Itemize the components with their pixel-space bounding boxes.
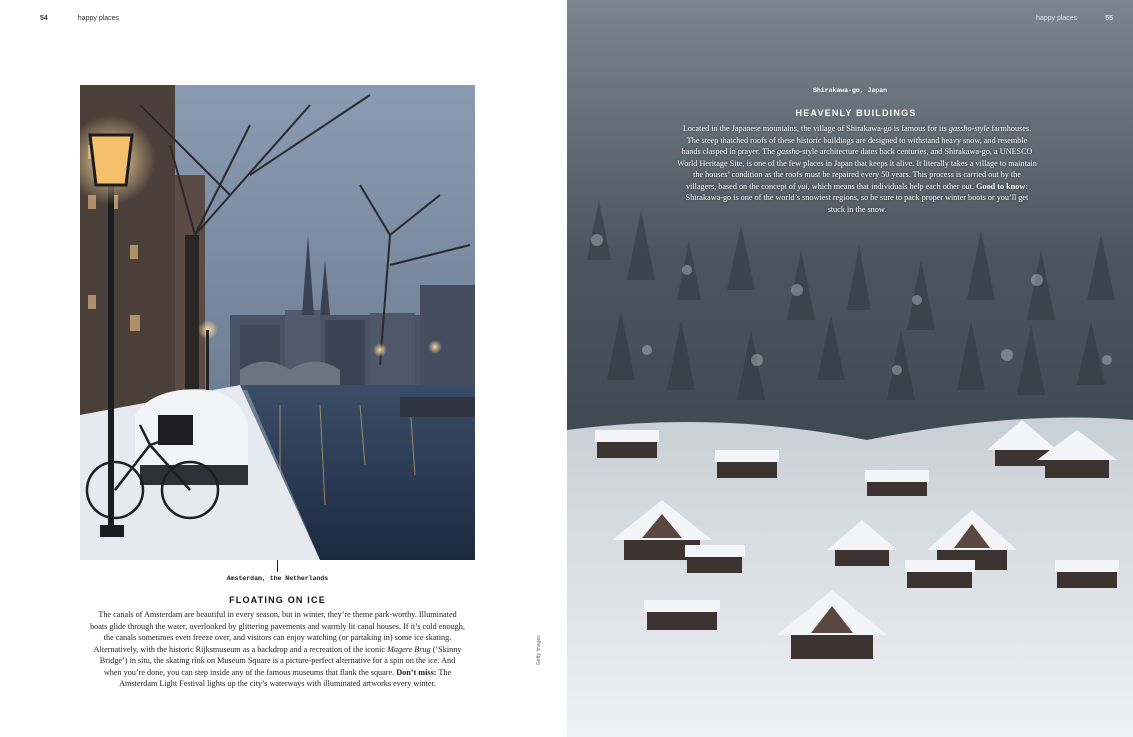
shirakawa-body-part-2: farmhouses. The steep thatched roofs of these historic buildings are designed to withstand heavy snow, and resemble hands clasped in prayer. The xyxy=(681,124,1032,156)
amsterdam-body-italic: Magere Brug xyxy=(387,644,431,654)
shirakawa-body-part-4: , which means that individuals help each other out. xyxy=(807,181,977,191)
shirakawa-body-text xyxy=(677,123,1037,215)
shirakawa-body-italic-1: gassho-style xyxy=(948,124,990,133)
shirakawa-body-italic-3: yui xyxy=(797,181,808,191)
page-number-left: 54 xyxy=(40,15,48,22)
amsterdam-body-part-2: (‘Skinny Bridge’) in situ, the skating rink on Museum Square is a picture-perfect alternative for a spin on the ice. And when you’re done, you can step inside any of the famous museums that flank the square. xyxy=(99,644,462,677)
page-folio-left xyxy=(40,15,119,22)
dont-miss-text: The Amsterdam Light Festival lights up the city’s waterways with illuminated artworks every winter. xyxy=(119,667,452,688)
amsterdam-body-text xyxy=(90,609,465,690)
right-page xyxy=(567,0,1133,737)
photo-credit: Getty Images xyxy=(536,635,542,665)
shirakawa-location-label: Shirakawa-go, Japan xyxy=(812,87,888,94)
amsterdam-headline: FLOATING ON ICE xyxy=(229,595,326,605)
page-folio-right xyxy=(1036,15,1113,22)
amsterdam-location-label: Amsterdam, the Netherlands xyxy=(226,575,329,582)
good-to-know-text: Shirakawa-go is one of the world’s snowiest regions, so be sure to pack proper winter boots or you’ll get stuck in the snow. xyxy=(685,193,1029,214)
shirakawa-body-italic-2: gassho xyxy=(776,147,800,156)
caption-pointer-line xyxy=(277,560,278,572)
amsterdam-body-part-1: The canals of Amsterdam are beautiful in every season, but in winter, they’re theme park-worthy. Illuminated boats glide through the water, overlooked by glittering pavements and warmly lit canal houses. If it’s cold enough, the canals sometimes even freeze over, and visitors can enjoy watching (or partaking in) some ice skating. Alternatively, with the historic Rijksmuseum as a backdrop and a recreation of the iconic xyxy=(90,610,465,654)
shirakawa-body-part-3: -style architecture dates back centuries, and Shirakawa-go, a UNESCO World Heritage Site, is one of the few places in Japan that keeps it alive. It literally takes a village to maintain the houses’ condition as the roofs must be repaired every 50 years. This process is carried out by the villagers, based on the concept of xyxy=(677,147,1037,191)
good-to-know-label: Good to know: xyxy=(976,181,1028,191)
shirakawa-body-part-1: Located in the Japanese mountains, the village of Shirakawa-go is famous for its xyxy=(682,124,949,133)
section-title-left: happy places xyxy=(77,15,120,22)
page-number-right: 55 xyxy=(1105,15,1113,22)
amsterdam-canal-photo xyxy=(80,85,475,560)
dont-miss-label: Don’t miss: xyxy=(396,667,437,677)
section-title-right: happy places xyxy=(1035,15,1078,22)
shirakawa-headline: HEAVENLY BUILDINGS xyxy=(795,108,917,118)
